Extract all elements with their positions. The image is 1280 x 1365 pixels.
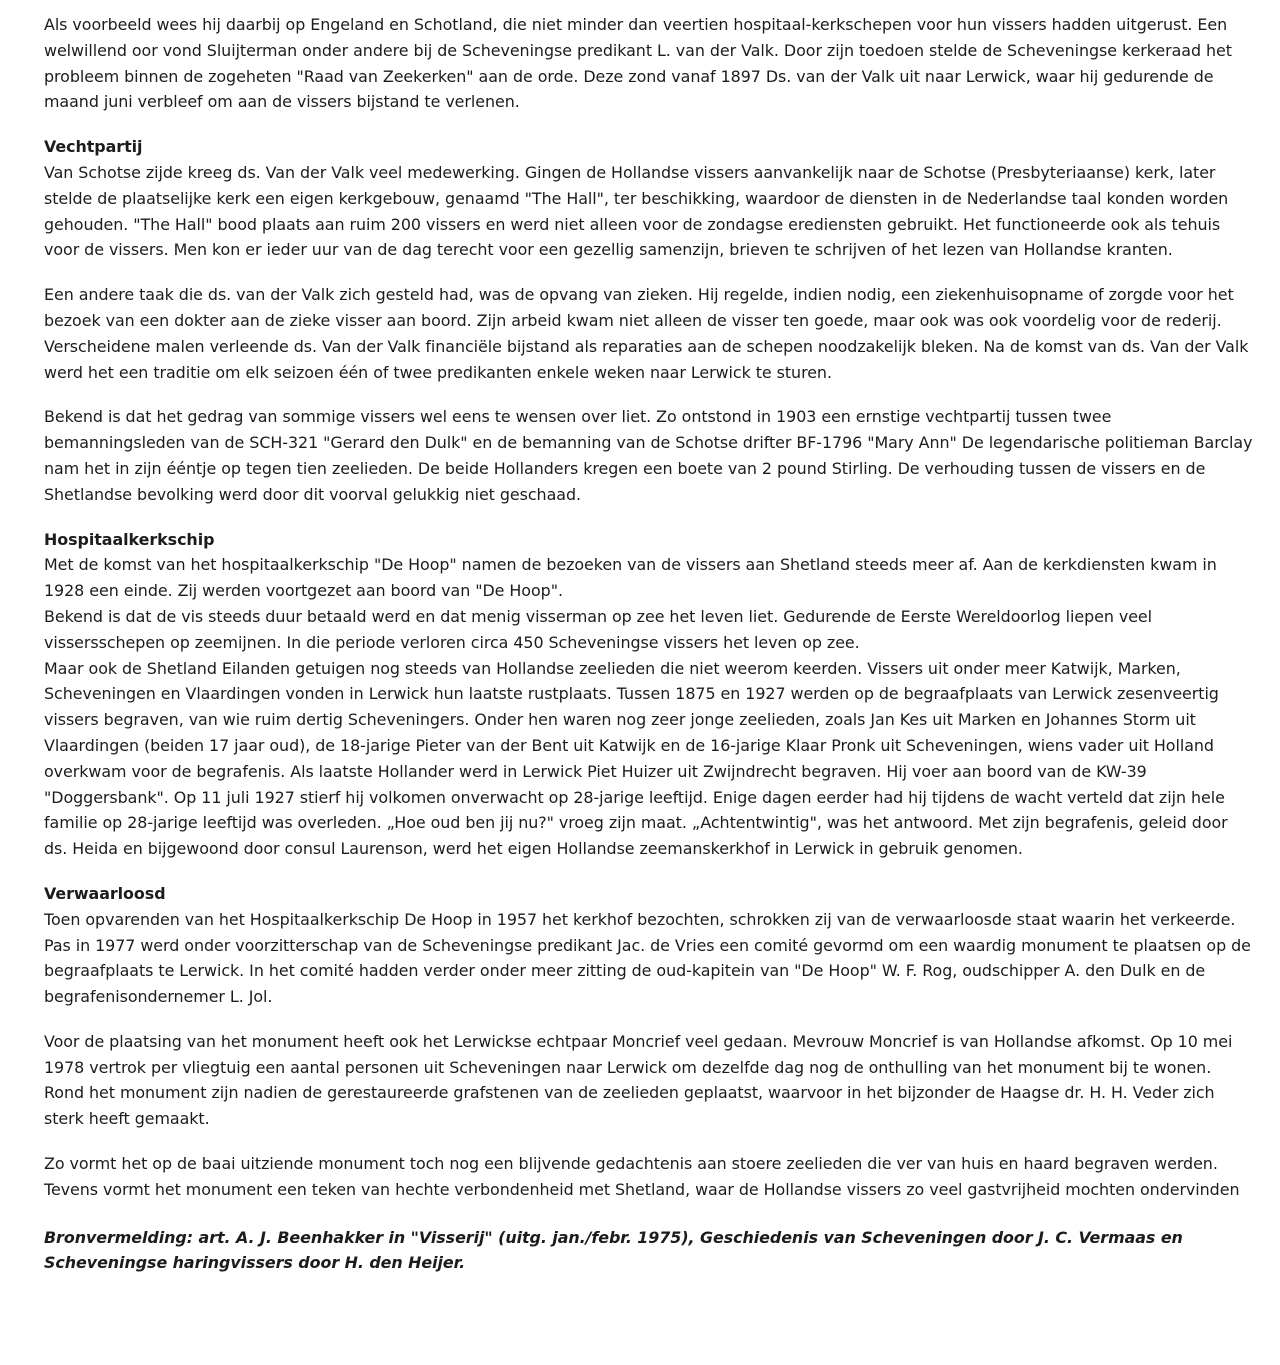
section-heading-verwaarloosd: Verwaarloosd xyxy=(44,883,166,903)
section-heading-vechtpartij: Vechtpartij xyxy=(44,137,143,157)
intro-paragraph: Als voorbeeld wees hij daarbij op Engeland en Schotland, die niet minder dan veertien hospitaal-kerkschepen voor hun vissers hadden uitgerust. Een welwillend oor vond Sluijterman onder andere bij de Scheveningse predikant L. van der Valk. Door zijn toedoen stelde de Scheveningse kerkeraad het probleem binnen de zogeheten "Raad van Zeekerken" aan de orde. Deze zond vanaf 1897 Ds. van der Valk uit naar Lerwick, waar hij gedurende de maand juni verbleef om aan de vissers bijstand te verlenen. xyxy=(44,15,1232,112)
section-vechtpartij-paragraph-1: Van Schotse zijde kreeg ds. Van der Valk veel medewerking. Gingen de Hollandse vissers aanvankelijk naar de Schotse (Presbyteriaanse) kerk, later stelde de plaatselijke kerk een eigen kerkgebouw, genaamd "The Hall", ter beschikking, waardoor de diensten in de Nederlandse taal konden worden gehouden. "The Hall" bood plaats aan ruim 200 vissers en werd niet alleen voor de zondagse erediensten gebruikt. Het functioneerde ook als tehuis voor de vissers. Men kon er ieder uur van de dag terecht voor een gezellig samenzijn, brieven te schrijven of het lezen van Hollandse kranten. xyxy=(44,162,1229,260)
section-hospitaalkerkschip xyxy=(44,527,1254,862)
section-verwaarloosd-paragraph-2: Voor de plaatsing van het monument heeft ook het Lerwickse echtpaar Moncrief veel gedaan. Mevrouw Moncrief is van Hollandse afkomst. Op 10 mei 1978 vertrok per vliegtuig een aantal personen uit Scheveningen naar Lerwick om dezelfde dag nog de onthulling van het monument bij te wonen. Rond het monument zijn nadien de gerestaureerde grafstenen van de zeelieden geplaatst, waarvoor in het bijzonder de Haagse dr. H. H. Veder zich sterk heeft gemaakt. xyxy=(44,1031,1233,1129)
section-verwaarloosd-first-paragraph xyxy=(44,881,1254,1010)
section-vechtpartij-paragraph-2: Een andere taak die ds. van der Valk zich gesteld had, was de opvang van zieken. Hij regelde, indien nodig, een ziekenhuisopname of zorgde voor het bezoek van een dokter aan de zieke visser aan boord. Zijn arbeid kwam niet alleen de visser ten goede, maar ook was ook voordelig voor de rederij. Verscheidene malen verleende ds. Van der Valk financiële bijstand als reparaties aan de schepen noodzakelijk bleken. Na de komst van ds. Van der Valk werd het een traditie om elk seizoen één of twee predikanten enkele weken naar Lerwick te sturen. xyxy=(44,285,1249,382)
section-vechtpartij-paragraph-3: Bekend is dat het gedrag van sommige vissers wel eens te wensen over liet. Zo ontstond in 1903 een ernstige vechtpartij tussen twee bemanningsleden van de SCH-321 "Gerard den Dulk" en de bemanning van de Schotse drifter BF-1796 "Mary Ann" De legendarische politieman Barclay nam het in zijn ééntje op tegen tien zeelieden. De beide Hollanders kregen een boete van 2 pound Stirling. De verhouding tussen de vissers en de Shetlandse bevolking werd door dit voorval gelukkig niet geschaad. xyxy=(44,407,1253,504)
section-heading-hospitaalkerkschip: Hospitaalkerkschip xyxy=(44,529,215,549)
section-hospitaalkerkschip-line-3: Maar ook de Shetland Eilanden getuigen nog steeds van Hollandse zeelieden die niet weerom keerden. Vissers uit onder meer Katwijk, Marken, Scheveningen en Vlaardingen vonden in Lerwick hun laatste rustplaats. Tussen 1875 en 1927 werden op de begraafplaats van Lerwick zesenveertig vissers begraven, van wie ruim dertig Scheveningers. Onder hen waren nog zeer jonge zeelieden, zoals Jan Kes uit Marken en Johannes Storm uit Vlaardingen (beiden 17 jaar oud), de 18-jarige Pieter van der Bent uit Katwijk en de 16-jarige Klaar Pronk uit Scheveningen, wiens vader uit Holland overkwam voor de begrafenis. Als laatste Hollander werd in Lerwick Piet Huizer uit Zwijndrecht begraven. Hij voer aan boord van de KW-39 "Doggersbank". Op 11 juli 1927 stierf hij volkomen onverwacht op 28-jarige leeftijd. Enige dagen eerder had hij tijdens de wacht verteld dat zijn hele familie op 28-jarige leeftijd was overleden. „Hoe oud ben jij nu?" vroeg zijn maat. „Achtentwintig", was het antwoord. Met zijn begrafenis, geleid door ds. Heida en bijgewoond door consul Laurenson, werd het eigen Hollandse zeemanskerkhof in Lerwick in gebruik genomen. xyxy=(44,658,1228,859)
section-hospitaalkerkschip-line-2: Bekend is dat de vis steeds duur betaald werd en dat menig visserman op zee het leven liet. Gedurende de Eerste Wereldoorlog liepen veel vissersschepen op zeemijnen. In die periode verloren circa 450 Scheveningse vissers het leven op zee. xyxy=(44,606,1153,652)
source-note: Bronvermelding: art. A. J. Beenhakker in "Visserij" (uitg. jan./febr. 1975), Geschiedenis van Scheveningen door J. C. Vermaas en Scheveningse haringvissers door H. den Heijer. xyxy=(44,1227,1183,1273)
section-verwaarloosd-paragraph-1: Toen opvarenden van het Hospitaalkerkschip De Hoop in 1957 het kerkhof bezochten, schrokken zij van de verwaarloosde staat waarin het verkeerde. Pas in 1977 werd onder voorzitterschap van de Scheveningse predikant Jac. de Vries een comité gevormd om een waardig monument te plaatsen op de begraafplaats te Lerwick. In het comité hadden verder onder meer zitting de oud-kapitein van "De Hoop" W. F. Rog, oudschipper A. den Dulk en de begrafenisondernemer L. Jol. xyxy=(44,909,1251,1007)
section-verwaarloosd-paragraph-3: Zo vormt het op de baai uitziende monument toch nog een blijvende gedachtenis aan stoere zeelieden die ver van huis en haard begraven werden. Tevens vormt het monument een teken van hechte verbondenheid met Shetland, waar de Hollandse vissers zo veel gastvrijheid mochten ondervinden xyxy=(44,1154,1240,1199)
section-vechtpartij-first-paragraph xyxy=(44,134,1254,263)
article-body xyxy=(44,12,1254,1295)
section-hospitaalkerkschip-line-1: Met de komst van het hospitaalkerkschip "De Hoop" namen de bezoeken van de vissers aan Shetland steeds meer af. Aan de kerkdiensten kwam in 1928 een einde. Zij werden voortgezet aan boord van "De Hoop". xyxy=(44,555,1217,601)
